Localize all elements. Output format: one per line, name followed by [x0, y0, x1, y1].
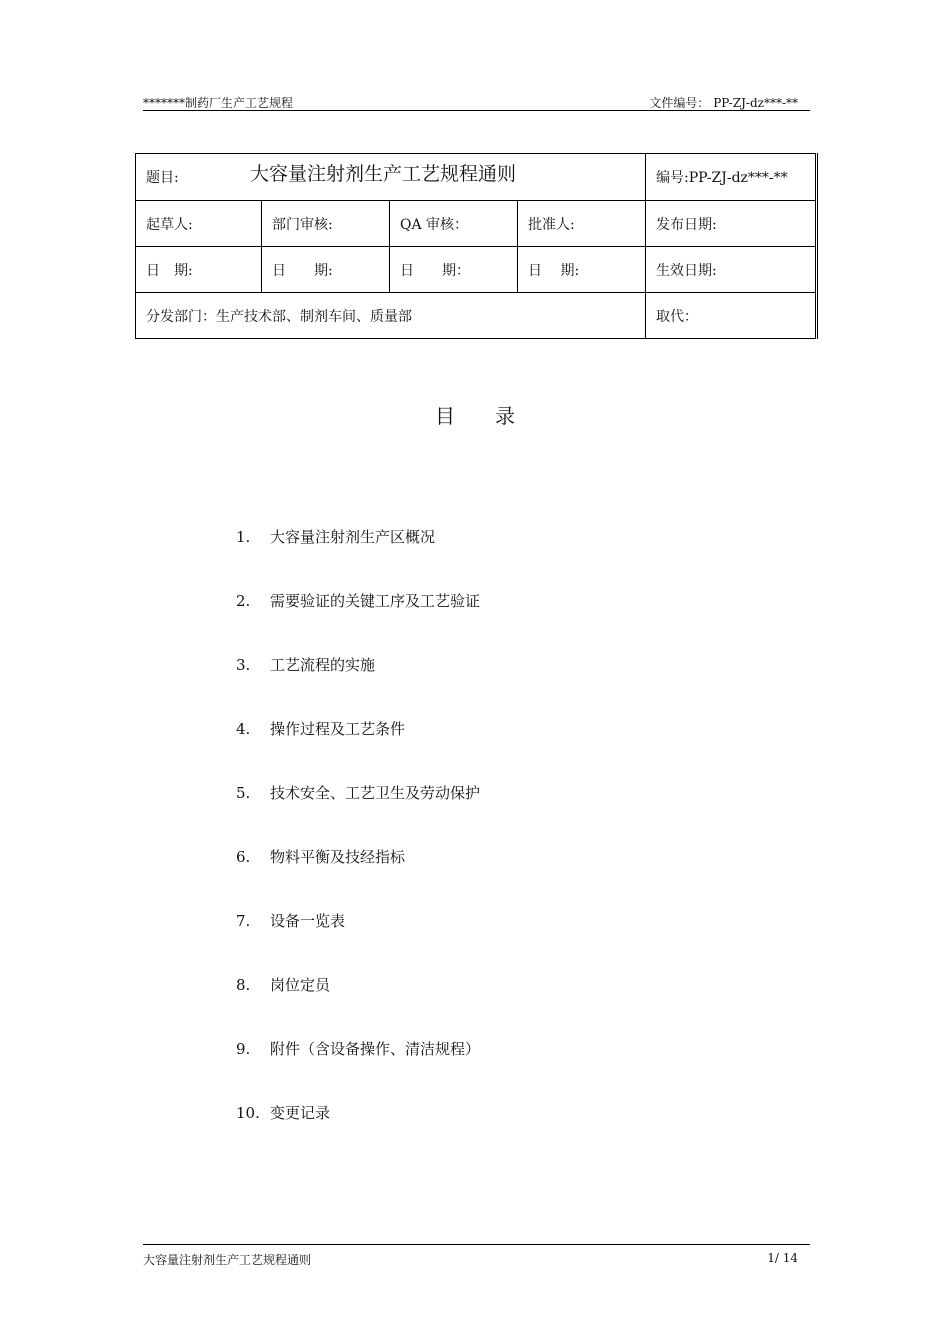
- date-cell-3: 日 期：: [390, 247, 518, 293]
- toc-item-text: 变更记录: [270, 1104, 331, 1122]
- toc-item-number: 7.: [236, 912, 251, 930]
- toc-item[interactable]: [236, 526, 480, 590]
- toc-item-text: 大容量注射剂生产区概况: [270, 528, 436, 546]
- header-doc-number: 文件编号： PP-ZJ-dz***-**: [649, 96, 798, 110]
- toc-item-text: 技术安全、工艺卫生及劳动保护: [270, 784, 481, 802]
- toc-item-number: 3.: [236, 656, 251, 674]
- toc-item[interactable]: [236, 718, 480, 782]
- date-cell-4: 日 期:: [518, 247, 646, 293]
- publish-date-cell: 发布日期:: [646, 201, 817, 247]
- page-footer: [143, 1244, 810, 1267]
- toc-item[interactable]: [236, 974, 480, 1038]
- toc-item-number: 10.: [236, 1104, 260, 1122]
- toc-item-text: 需要验证的关键工序及工艺验证: [270, 592, 481, 610]
- effective-date-cell: 生效日期:: [646, 247, 817, 293]
- toc-item-text: 设备一览表: [270, 912, 346, 930]
- dept-review-cell: 部门审核:: [262, 201, 390, 247]
- footer-title: 大容量注射剂生产工艺规程通则: [143, 1253, 312, 1267]
- toc-item-text: 操作过程及工艺条件: [270, 720, 406, 738]
- toc-item-number: 4.: [236, 720, 251, 738]
- toc-item[interactable]: [236, 910, 480, 974]
- toc-item-number: 2.: [236, 592, 251, 610]
- doc-number-cell: 编号:PP-ZJ-dz***-**: [646, 154, 817, 201]
- toc-item-text: 工艺流程的实施: [270, 656, 376, 674]
- page-header: [143, 94, 810, 111]
- toc-item[interactable]: [236, 1038, 480, 1102]
- toc-item-text: 附件（含设备操作、清洁规程）: [270, 1040, 481, 1058]
- toc-item[interactable]: [236, 1102, 480, 1166]
- date-cell-1: 日 期:: [136, 247, 262, 293]
- approver-cell: 批准人:: [518, 201, 646, 247]
- title-label: 题目:: [146, 170, 179, 186]
- table-of-contents: [236, 526, 480, 1166]
- toc-item[interactable]: [236, 590, 480, 654]
- toc-item[interactable]: [236, 846, 480, 910]
- toc-item-text: 物料平衡及技经指标: [270, 848, 406, 866]
- page-number: 1/ 14: [767, 1251, 798, 1265]
- toc-item[interactable]: [236, 654, 480, 718]
- drafter-cell: 起草人:: [136, 201, 262, 247]
- header-company: *******制药厂生产工艺规程: [143, 96, 294, 110]
- document-meta-table: [135, 153, 818, 339]
- date-cell-2: 日 期:: [262, 247, 390, 293]
- toc-item-number: 8.: [236, 976, 251, 994]
- distribution-cell: 分发部门：生产技术部、制剂车间、质量部: [136, 293, 646, 339]
- document-title: 大容量注射剂生产工艺规程通则: [250, 163, 517, 185]
- toc-item-text: 岗位定员: [270, 976, 331, 994]
- toc-item-number: 5.: [236, 784, 251, 802]
- replaces-cell: 取代：: [646, 293, 817, 339]
- toc-item[interactable]: [236, 782, 480, 846]
- toc-title: 目录: [435, 404, 555, 428]
- toc-item-number: 1.: [236, 528, 251, 546]
- toc-item-number: 6.: [236, 848, 251, 866]
- qa-review-cell: QA 审核：: [390, 201, 518, 247]
- title-cell: [136, 154, 646, 201]
- toc-item-number: 9.: [236, 1040, 251, 1058]
